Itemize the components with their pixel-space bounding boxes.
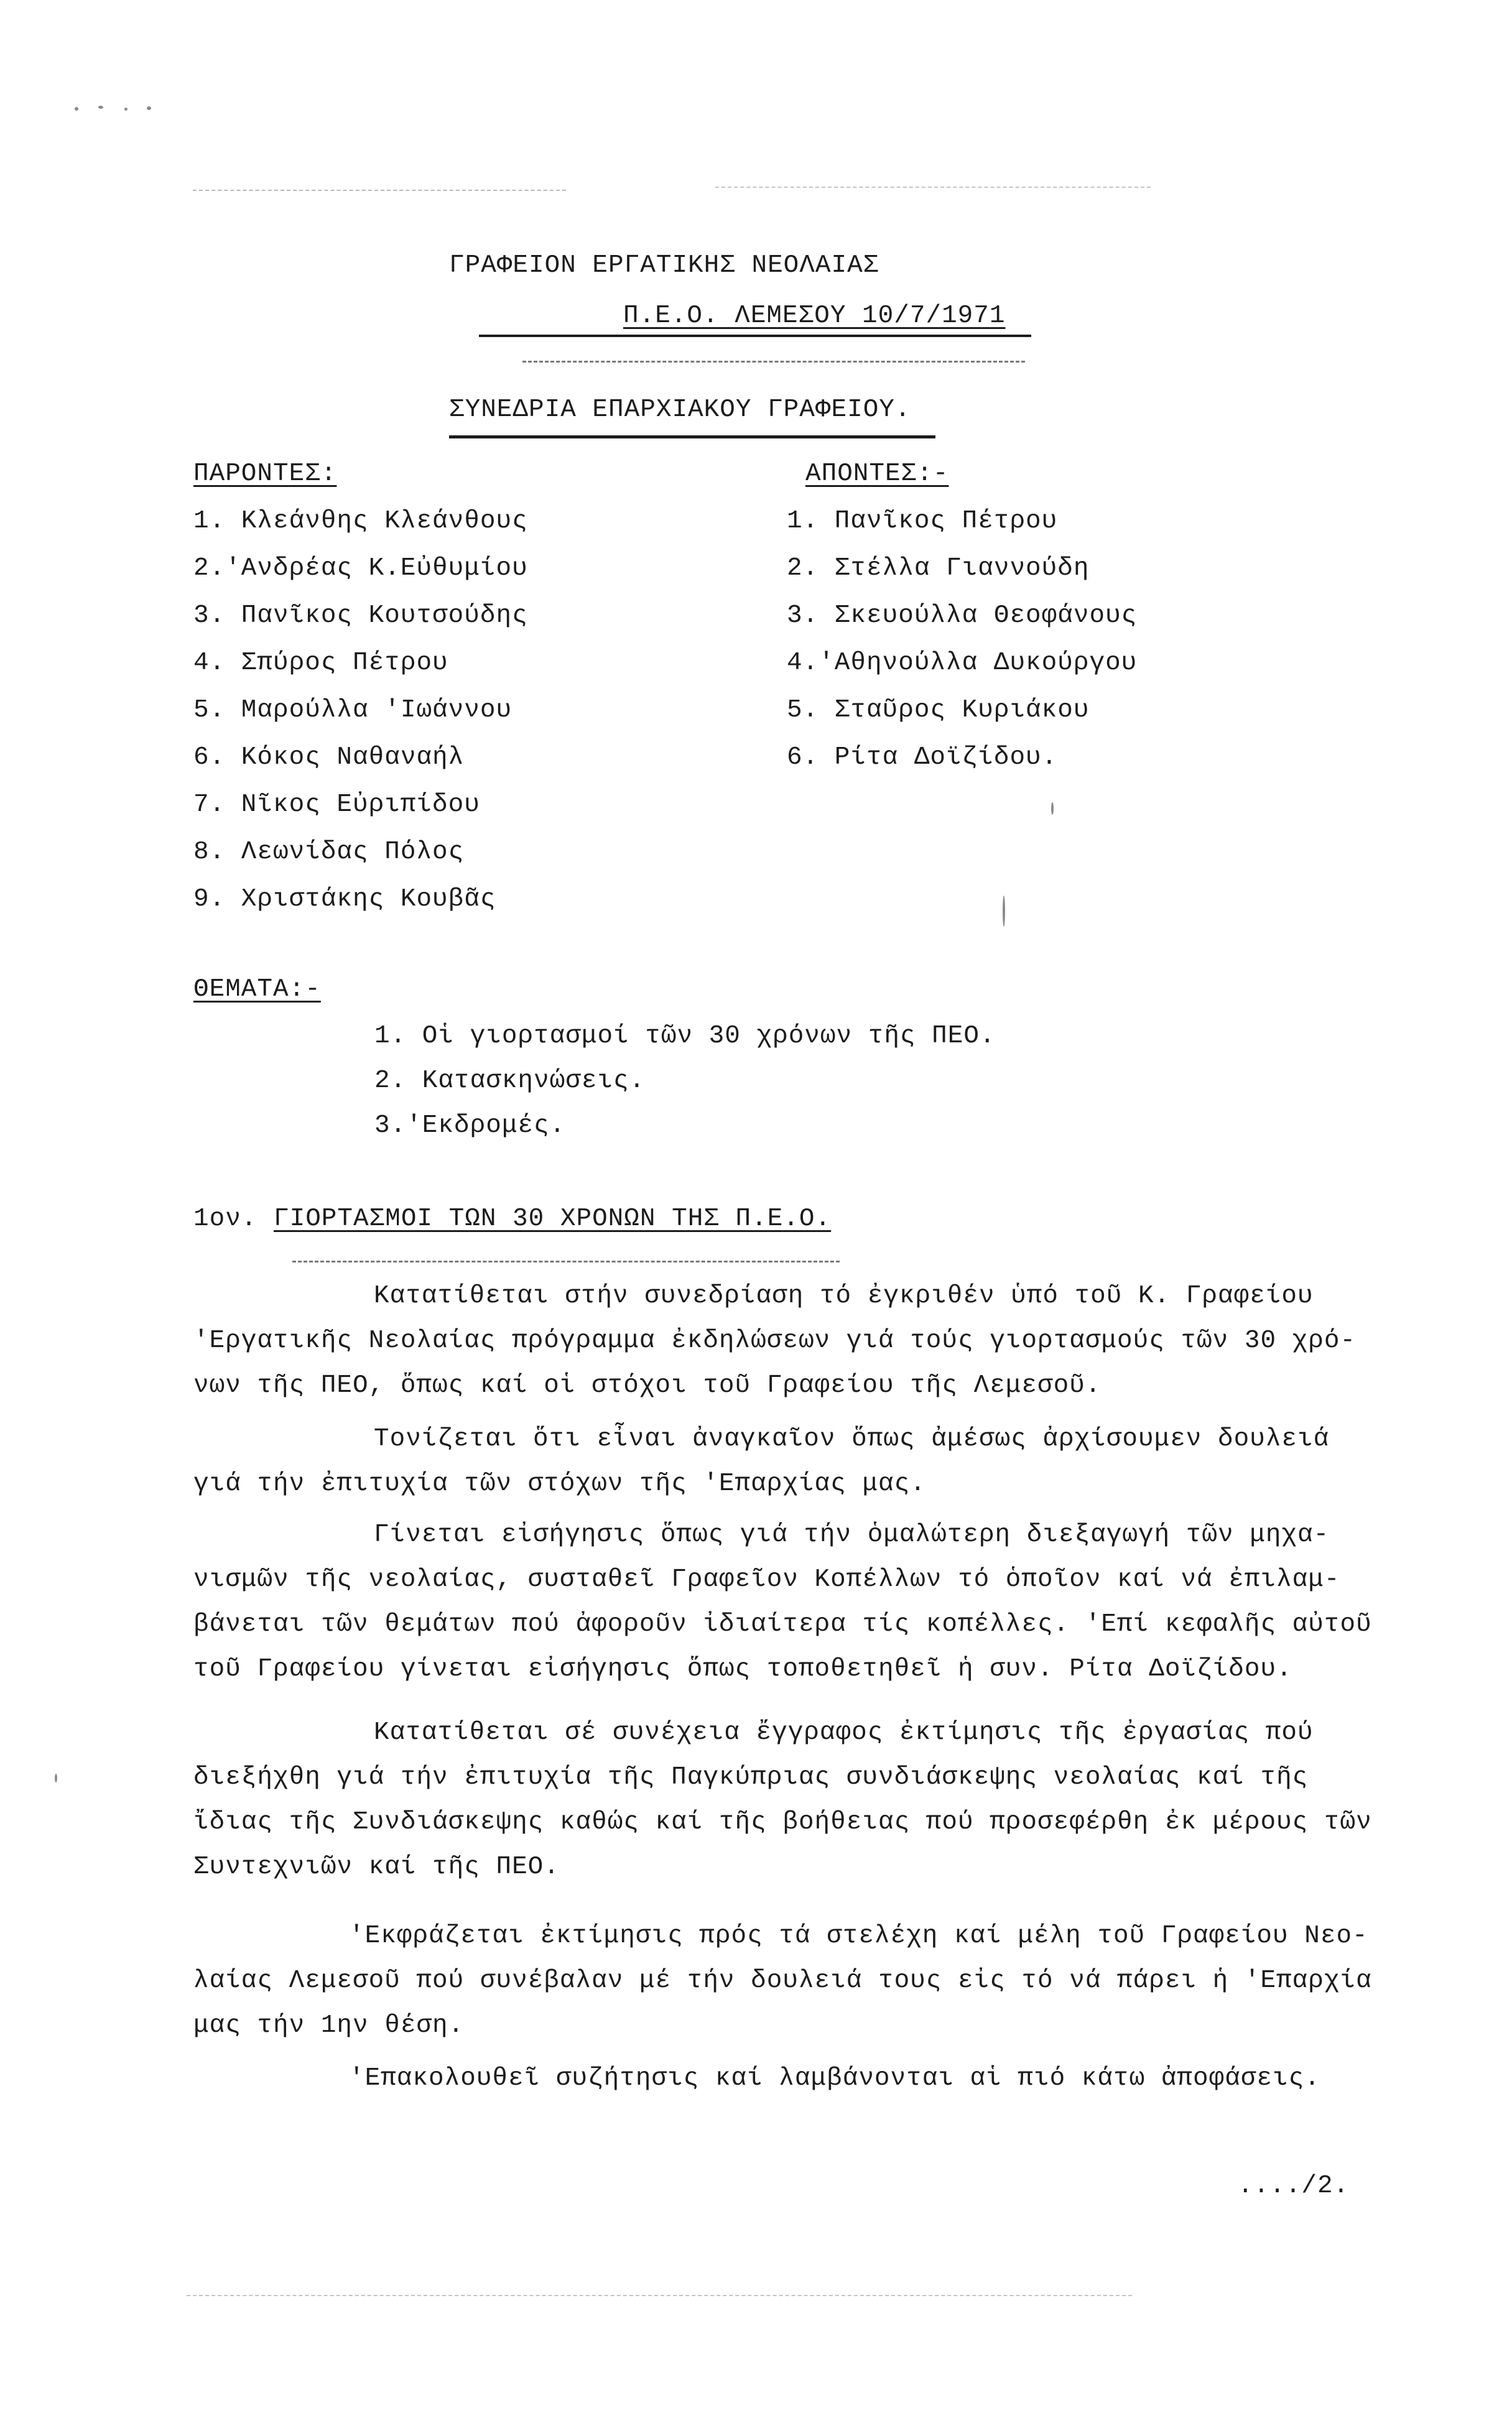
section-title: ΓΙΟΡΤΑΣΜΟΙ ΤΩΝ 30 ΧΡΟΝΩΝ ΤΗΣ Π.Ε.Ο. (274, 1205, 832, 1233)
paragraph (193, 1710, 1425, 1889)
paragraph (193, 2056, 1425, 2101)
topic-item: 2. Κατασκηνώσεις. (374, 1067, 646, 1095)
present-heading: ΠΑΡΟΝΤΕΣ: (193, 460, 337, 488)
present-list (193, 498, 528, 923)
present-item: 8. Λεωνίδας Πόλος (193, 838, 465, 866)
paragraph-line: Κατατίθεται στήν συνεδρίαση τό ἐγκριθέν ὑπό τοῦ Κ. Γραφείου (374, 1282, 1314, 1310)
section-dashes (292, 1261, 840, 1262)
present-item: 9. Χριστάκης Κουβᾶς (193, 885, 496, 914)
absent-item: 1. Πανῖκος Πέτρου (787, 507, 1058, 535)
paragraph-line: νισμῶν τῆς νεολαίας, συσταθεῖ Γραφεῖον Κοπέλλων τό ὁποῖον καί νά ἐπιλαμ- (193, 1565, 1340, 1594)
scan-noise (715, 187, 1151, 188)
paragraph-line: βάνεται τῶν θεμάτων πού ἀφοροῦν ἰδιαίτερα τίς κοπέλλες. 'Επί κεφαλῆς αὐτοῦ (193, 1610, 1372, 1639)
absent-item: 3. Σκευούλλα Θεοφάνους (787, 601, 1138, 630)
paragraph-line: μας τήν 1ην θέση. (193, 2011, 465, 2040)
paragraph-line: Γίνεται εἰσήγησις ὅπως γιά τήν ὁμαλώτερη διεξαγωγή τῶν μηχα- (374, 1521, 1330, 1549)
paragraph (193, 1417, 1425, 1506)
paragraph-line: λαίας Λεμεσοῦ πού συνέβαλαν μέ τήν δουλειά τους εἰς τό νά πάρει ἡ 'Επαρχία (193, 1967, 1372, 1995)
topics-heading: ΘΕΜΑΤΑ:- (193, 975, 321, 1004)
present-item: 5. Μαρούλλα 'Ιωάννου (193, 696, 513, 725)
scan-speck (1003, 896, 1005, 927)
paragraph-line: νων τῆς ΠΕΟ, ὅπως καί οἱ στόχοι τοῦ Γραφείου τῆς Λεμεσοῦ. (193, 1371, 1102, 1400)
header-dashes (522, 361, 1025, 363)
paragraph-line: Κατατίθεται σέ συνέχεια ἔγγραφος ἐκτίμησις τῆς ἐργασίας πού (374, 1718, 1314, 1747)
scan-speck (55, 1774, 57, 1782)
scan-speck (75, 107, 78, 111)
present-item: 3. Πανῖκος Κουτσούδης (193, 601, 528, 630)
paragraph-line: 'Επακολουθεῖ συζήτησις καί λαμβάνονται αἱ πιό κάτω ἀποφάσεις. (349, 2064, 1320, 2093)
scan-speck (98, 106, 103, 109)
paragraph-line: τοῦ Γραφείου γίνεται εἰσήγησις ὅπως τοποθετηθεῖ ἡ συν. Ρίτα Δοϊζίδου. (193, 1655, 1292, 1684)
scan-speck (1051, 802, 1054, 815)
present-item: 1. Κλεάνθης Κλεάνθους (193, 507, 528, 535)
scan-noise (187, 2295, 1132, 2296)
absent-item: 5. Σταῦρος Κυριάκου (787, 696, 1090, 725)
present-item: 4. Σπύρος Πέτρου (193, 649, 448, 677)
topics-list (374, 1014, 996, 1148)
present-item: 7. Νῖκος Εὐριπίδου (193, 790, 480, 819)
place-date: Π.Ε.Ο. ΛΕΜΕΣΟΥ 10/7/1971 (623, 302, 1006, 330)
paragraph (193, 1274, 1425, 1408)
paragraph (193, 1914, 1425, 2048)
absent-item: 6. Ρίτα Δοϊζίδου. (787, 743, 1058, 772)
header-underline (479, 335, 1031, 337)
absent-heading: ΑΠΟΝΤΕΣ:- (805, 460, 949, 488)
absent-list (787, 498, 1137, 781)
paragraph-line: 'Εκφράζεται ἐκτίμησις πρός τά στελέχη καί μέλη τοῦ Γραφείου Νεο- (349, 1922, 1368, 1950)
page-continuation: ..../2. (1238, 2172, 1350, 2200)
paragraph-line: διεξήχθη γιά τήν ἐπιτυχία τῆς Παγκύπριας συνδιάσκεψης νεολαίας καί τῆς (193, 1763, 1309, 1792)
paragraph-line: 'Εργατικῆς Νεολαίας πρόγραμμα ἐκδηλώσεων γιά τούς γιορτασμούς τῶν 30 χρό- (193, 1327, 1357, 1355)
paragraph-line: ἴδιας τῆς Συνδιάσκεψης καθώς καί τῆς βοήθειας πού προσεφέρθη ἐκ μέρους τῶν (193, 1808, 1372, 1837)
scan-speck (124, 108, 128, 111)
paragraph-line: Τονίζεται ὅτι εἶναι ἀναγκαῖον ὅπως ἀμέσως ἀρχίσουμεν δουλειά (374, 1425, 1330, 1453)
paragraph-line: Συντεχνιῶν καί τῆς ΠΕΟ. (193, 1853, 560, 1881)
present-item: 2.'Ανδρέας Κ.Εὐθυμίου (193, 554, 528, 583)
scan-noise (193, 190, 566, 191)
office-title: ΓΡΑΦΕΙΟΝ ΕΡΓΑΤΙΚΗΣ ΝΕΟΛΑΙΑΣ (449, 251, 879, 280)
topic-item: 3.'Εκδρομές. (374, 1111, 566, 1140)
paragraph (193, 1513, 1425, 1692)
absent-item: 4.'Αθηνούλλα Δυκούργου (787, 649, 1138, 677)
absent-item: 2. Στέλλα Γιαννούδη (787, 554, 1090, 583)
meeting-title: ΣΥΝΕΔΡΙΑ ΕΠΑΡΧΙΑΚΟΥ ΓΡΑΦΕΙΟΥ. (449, 396, 911, 424)
scan-speck (147, 106, 151, 110)
topic-item: 1. Οἱ γιορτασμοί τῶν 30 χρόνων τῆς ΠΕΟ. (374, 1022, 996, 1050)
meeting-title-underline (449, 435, 935, 438)
paragraph-line: γιά τήν ἐπιτυχία τῶν στόχων τῆς 'Επαρχίας μας. (193, 1470, 926, 1498)
present-item: 6. Κόκος Ναθαναήλ (193, 743, 465, 772)
section-number: 1ον. (193, 1205, 257, 1233)
